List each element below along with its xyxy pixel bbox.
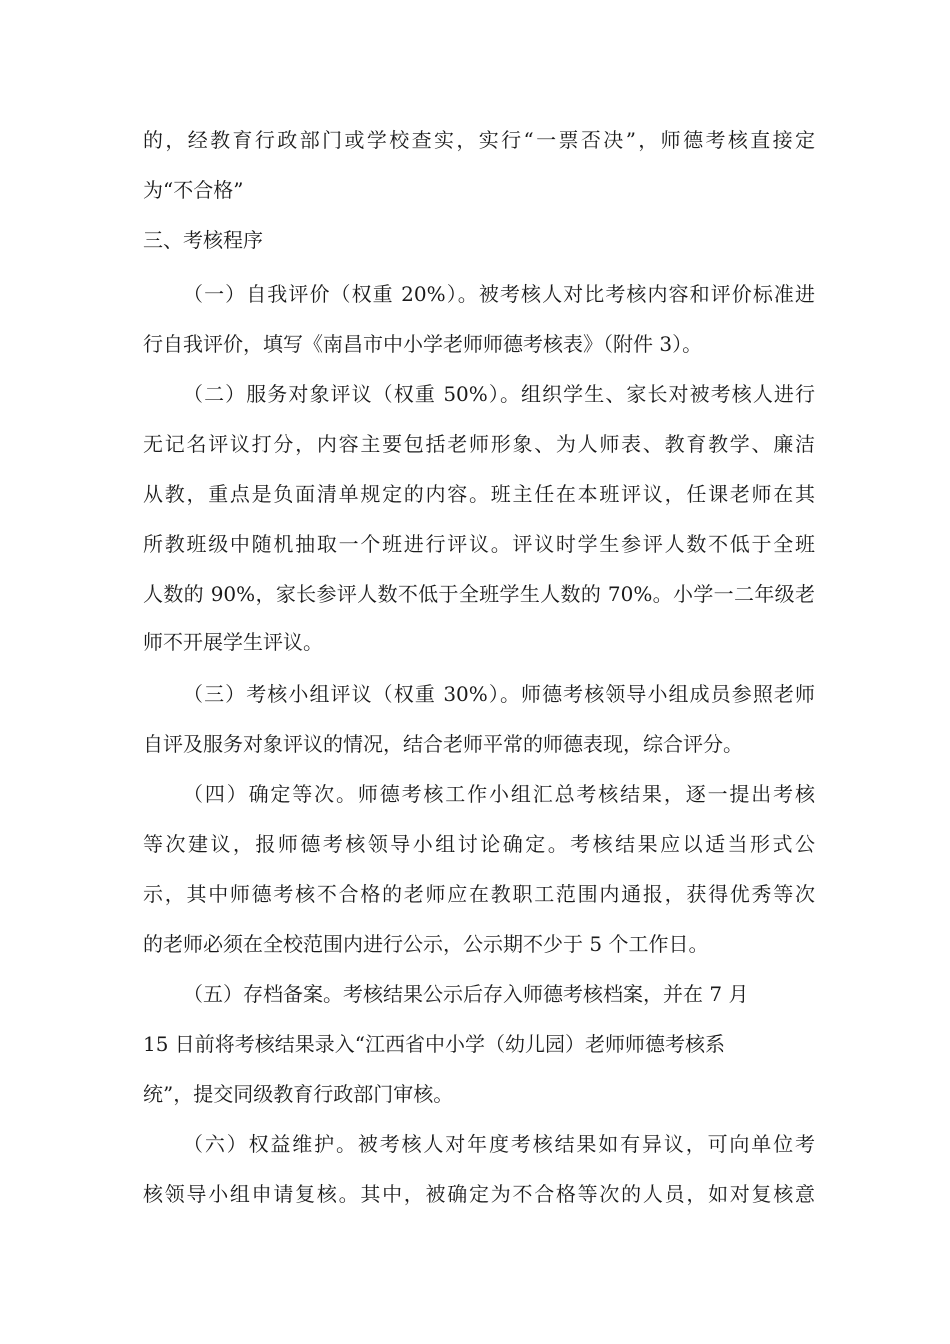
paragraph-first-line: （六）权益维护。被考核人对年度考核结果如有异议，可向单位考 xyxy=(183,1132,815,1156)
text-line: 15 日前将考核结果录入“江西省中小学（幼儿园）老师师德考核系 xyxy=(143,1032,726,1056)
text-line: 自评及服务对象评议的情况，结合老师平常的师德表现，综合评分。 xyxy=(143,732,743,756)
paragraph-first-line: （五）存档备案。考核结果公示后存入师德考核档案，并在 7 月 xyxy=(183,982,749,1006)
text-line: 所教班级中随机抽取一个班进行评议。评议时学生参评人数不低于全班 xyxy=(143,532,815,556)
text-line: 的，经教育行政部门或学校查实，实行“一票否决”，师德考核直接定 xyxy=(143,128,815,152)
paragraph-first-line: （二）服务对象评议（权重 50%）。组织学生、家长对被考核人进行 xyxy=(183,382,815,406)
section-heading: 三、考核程序 xyxy=(143,228,263,252)
paragraph-first-line: （一）自我评价（权重 20%）。被考核人对比考核内容和评价标准进 xyxy=(183,282,815,306)
text-line: 从教，重点是负面清单规定的内容。班主任在本班评议，任课老师在其 xyxy=(143,482,815,506)
paragraph-first-line: （四）确定等次。师德考核工作小组汇总考核结果，逐一提出考核 xyxy=(183,782,815,806)
text-line: 行自我评价，填写《南昌市中小学老师师德考核表》（附件 3）。 xyxy=(143,332,703,356)
text-line: 师不开展学生评议。 xyxy=(143,630,323,654)
paragraph-first-line: （三）考核小组评议（权重 30%）。师德考核领导小组成员参照老师 xyxy=(183,682,815,706)
text-line: 无记名评议打分，内容主要包括老师形象、为人师表、教育教学、廉洁 xyxy=(143,432,815,456)
text-line: 核领导小组申请复核。其中，被确定为不合格等次的人员，如对复核意 xyxy=(143,1182,815,1206)
text-line: 人数的 90%，家长参评人数不低于全班学生人数的 70%。小学一二年级老 xyxy=(143,582,815,606)
text-line: 示，其中师德考核不合格的老师应在教职工范围内通报，获得优秀等次 xyxy=(143,882,815,906)
text-line: 的老师必须在全校范围内进行公示，公示期不少于 5 个工作日。 xyxy=(143,932,709,956)
text-line: 为“不合格” xyxy=(143,178,244,202)
text-line: 统”，提交同级教育行政部门审核。 xyxy=(143,1082,454,1106)
text-line: 等次建议，报师德考核领导小组讨论确定。考核结果应以适当形式公 xyxy=(143,832,815,856)
